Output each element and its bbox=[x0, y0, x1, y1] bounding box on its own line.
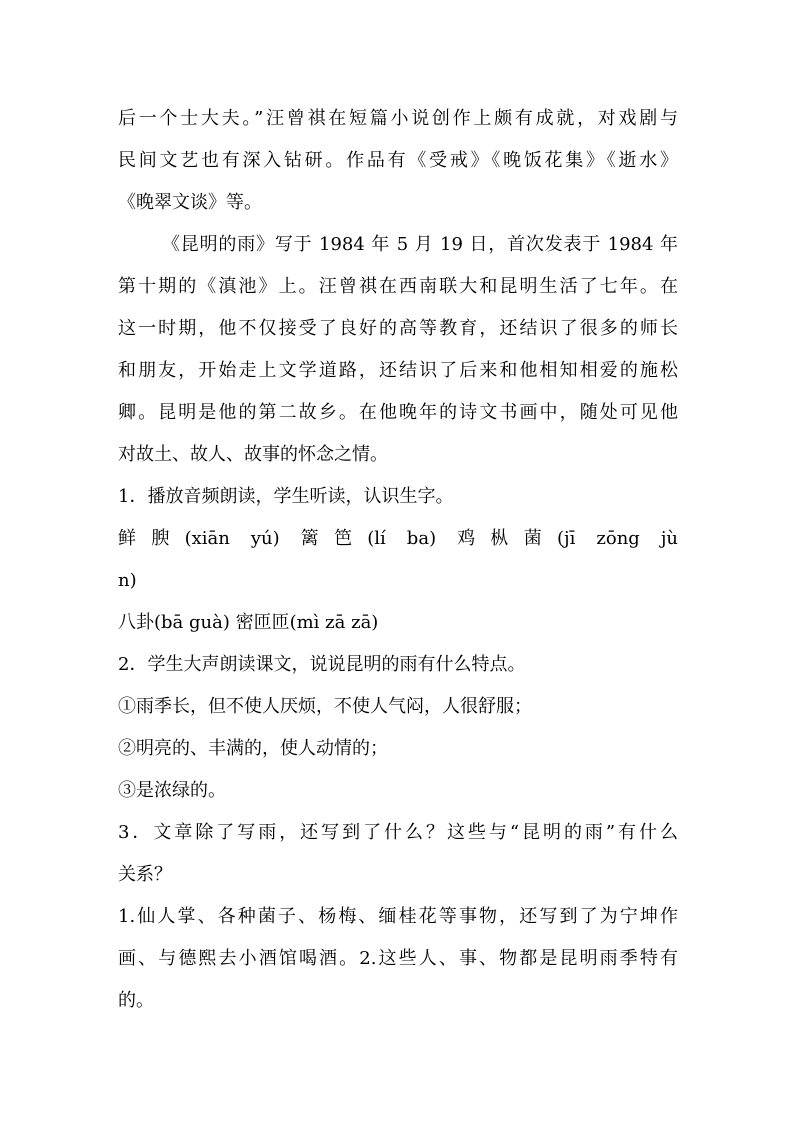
text-line: 和朋友，开始走上文学道路，还结识了后来和他相知相爱的施松 bbox=[118, 360, 678, 381]
text-line: 的。 bbox=[118, 990, 154, 1011]
step-1-heading bbox=[118, 476, 678, 518]
text-line: 卿。昆明是他的第二故乡。在他晚年的诗文书画中，随处可见他 bbox=[118, 402, 678, 423]
text-line: 关系？ bbox=[118, 864, 172, 885]
answer-item-1 bbox=[118, 686, 678, 728]
text-line: ③是浓绿的。 bbox=[118, 780, 226, 801]
text-line: 八卦(bā guà) 密匝匝(mì zā zā) bbox=[118, 612, 379, 633]
text-line: ①雨季长，但不使人厌烦，不使人气闷，人很舒服； bbox=[118, 696, 532, 717]
step-3-answer bbox=[118, 896, 678, 1022]
pinyin-list-2 bbox=[118, 602, 678, 644]
text-line: 第十期的《滇池》上。汪曾祺在西南联大和昆明生活了七年。在 bbox=[118, 276, 678, 297]
text-line: 画、与德熙去小酒馆喝酒。2.这些人、事、物都是昆明雨季特有 bbox=[118, 948, 678, 969]
text-line: 鲜腴(xiān yú) 篱笆(lí ba) 鸡枞菌(jī zōng jù bbox=[118, 528, 678, 549]
document-body bbox=[118, 98, 678, 1022]
answer-item-2 bbox=[118, 728, 678, 770]
text-line: n) bbox=[118, 570, 137, 591]
text-line: 《昆明的雨》写于 1984 年 5 月 19 日，首次发表于 1984 年 bbox=[162, 234, 678, 255]
paragraph-background bbox=[118, 224, 678, 476]
text-line: 3．文章除了写雨，还写到了什么？这些与“昆明的雨”有什么 bbox=[118, 822, 678, 843]
text-line: 这一时期，他不仅接受了良好的高等教育，还结识了很多的师长 bbox=[118, 318, 678, 339]
text-line: ②明亮的、丰满的，使人动情的； bbox=[118, 738, 388, 759]
text-line: 2．学生大声朗读课文，说说昆明的雨有什么特点。 bbox=[118, 654, 526, 675]
paragraph-author-intro bbox=[118, 98, 678, 224]
pinyin-list-1 bbox=[118, 518, 678, 602]
text-line: 1．播放音频朗读，学生听读，认识生字。 bbox=[118, 486, 454, 507]
text-line: 1.仙人掌、各种菌子、杨梅、缅桂花等事物，还写到了为宁坤作 bbox=[118, 906, 678, 927]
text-line: 对故土、故人、故事的怀念之情。 bbox=[118, 444, 388, 465]
step-2-heading bbox=[118, 644, 678, 686]
text-line: 《晚翠文谈》等。 bbox=[118, 192, 262, 213]
step-3-heading bbox=[118, 812, 678, 896]
text-line: 后一个士大夫。”汪曾祺在短篇小说创作上颇有成就，对戏剧与 bbox=[118, 108, 678, 129]
text-line: 民间文艺也有深入钻研。作品有《受戒》《晚饭花集》《逝水》 bbox=[118, 150, 678, 171]
answer-item-3 bbox=[118, 770, 678, 812]
